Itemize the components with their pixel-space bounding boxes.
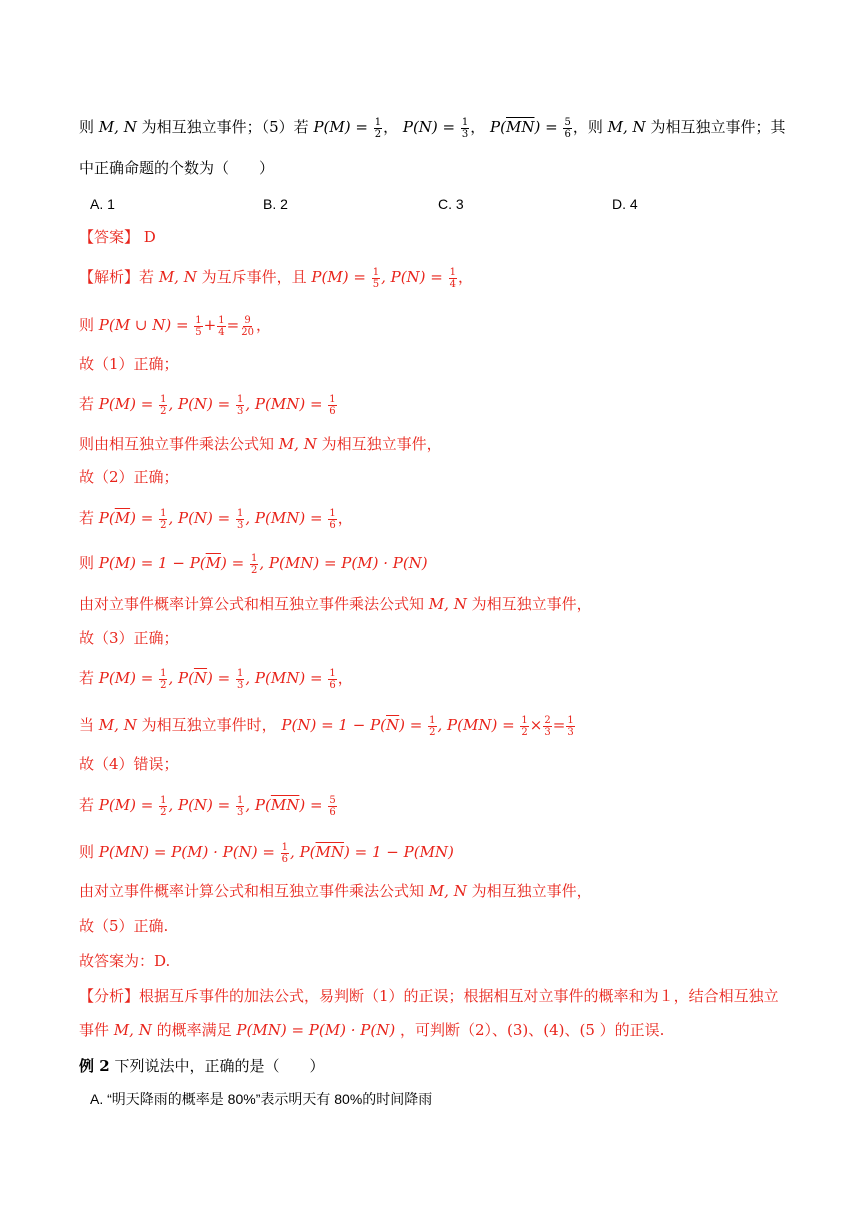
options-row	[90, 192, 790, 216]
analysis-line-6: 故（2）正确；	[79, 468, 179, 486]
fenxi-line-2: 事件 M, N 的概率满足 P(MN) = P(M) · P(N) ，可判断（2）、(3)、(4)、(5 ）的正误.	[79, 1021, 665, 1039]
question-line-2: 中正确命题的个数为（ ）	[79, 159, 275, 177]
analysis-line-11: 若 P(M) = $\frac{1}{2}$ , $P(\overline{N})$ = $\frac{1}{3}$ , P(MN) = $\frac{1}{6}$ ，	[79, 667, 353, 691]
option-c: C. 3	[438, 196, 464, 212]
analysis-line-16: 由对立事件概率计算公式和相互独立事件乘法公式知 M, N 为相互独立事件，	[79, 882, 592, 900]
analysis-line-18: 故答案为：D.	[79, 952, 171, 970]
option-d: D. 4	[612, 196, 638, 212]
question-line-1: 则 M, N 为相互独立事件；（5）若 P(M) = $\frac{1}{2}$ ， P(N) = $\frac{1}{3}$ ， $P(\overline{MN})$ = $\frac{5}{6}$ ，则 M, N 为相互独立事件；其	[79, 116, 786, 140]
answer-value: D	[143, 228, 156, 246]
analysis-line-2: 则 P(M ∪ N) = $\frac{1}{5}$ + $\frac{1}{4}$ = $\frac{9}{20}$ ，	[79, 314, 271, 338]
analysis-line-15: 则 P(MN) = P(M) · P(N) = $\frac{1}{6}$ , $P(\overline{MN}) = 1 - P(MN)$	[79, 841, 454, 865]
analysis-line-1: 【解析】若 M, N 为互斥事件，且 P(M) = $\frac{1}{5}$ , P(N) = $\frac{1}{4}$ ，	[79, 266, 474, 290]
fenxi-line-1: 【分析】根据互斥事件的加法公式，易判断（1）的正误；根据相互对立事件的概率和为１，结合相互独立	[79, 987, 779, 1005]
analysis-line-13: 故（4）错误；	[79, 755, 179, 773]
analysis-line-4: 若 P(M) = $\frac{1}{2}$ , P(N) = $\frac{1}{3}$ , P(MN) = $\frac{1}{6}$	[79, 393, 336, 417]
example-2-heading: 例 2 下列说法中，正确的是（ ）	[79, 1057, 325, 1075]
analysis-line-10: 故（3）正确；	[79, 629, 179, 647]
option-a: A. 1	[90, 196, 115, 212]
analysis-line-9: 由对立事件概率计算公式和相互独立事件乘法公式知 M, N 为相互独立事件，	[79, 595, 592, 613]
analysis-line-14: 若 P(M) = $\frac{1}{2}$ , P(N) = $\frac{1}{3}$ , $P(\overline{MN})$ = $\frac{5}{6}$	[79, 794, 336, 818]
analysis-line-12: 当 M, N 为相互独立事件时， $P(N) = 1 - P(\overline{N})$ = $\frac{1}{2}$ , P(MN) = $\frac{1}{2}$ × $\frac{2}{3}$ = $\frac{1}{3}$	[79, 714, 574, 738]
analysis-line-8: 则 $P(M) = 1 - P(\overline{M})$ = $\frac{1}{2}$ , P(MN) = P(M) · P(N)	[79, 552, 428, 576]
example-label: 例 2	[79, 1057, 110, 1075]
analysis-line-17: 故（5）正确.	[79, 917, 169, 935]
analysis-line-7: 若 $P(\overline{M})$ = $\frac{1}{2}$ , P(N) = $\frac{1}{3}$ , P(MN) = $\frac{1}{6}$ ，	[79, 507, 353, 531]
example-2-option-a: A. “明天降雨的概率是 80%”表示明天有 80%的时间降雨	[90, 1091, 433, 1107]
analysis-line-5: 则由相互独立事件乘法公式知 M, N 为相互独立事件，	[79, 435, 442, 453]
answer-line	[79, 225, 790, 249]
option-b: B. 2	[263, 196, 288, 212]
answer-label: 【答案】	[79, 228, 140, 246]
analysis-line-3: 故（1）正确；	[79, 355, 179, 373]
